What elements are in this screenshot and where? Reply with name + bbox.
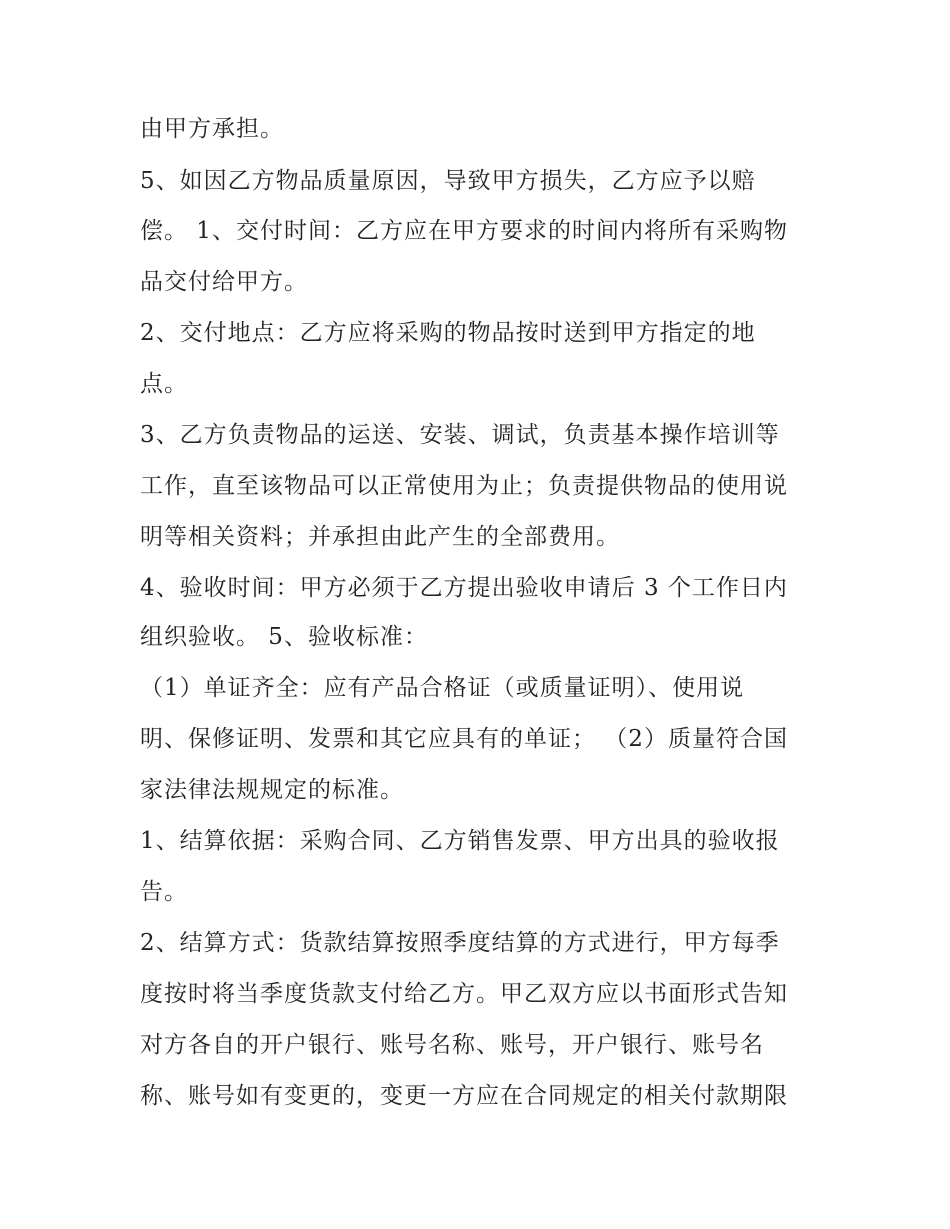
text-line: 3、乙方负责物品的运送、安装、调试，负责基本操作培训等	[140, 422, 780, 448]
text-line: 2、交付地点：乙方应将采购的物品按时送到甲方指定的地	[140, 320, 756, 346]
text-line: 告。	[140, 879, 188, 905]
text-line: 组织验收。 5、验收标准：	[140, 624, 428, 650]
text-line: 2、结算方式：货款结算按照季度结算的方式进行，甲方每季	[140, 930, 780, 956]
text-line: 品交付给甲方。	[140, 269, 308, 295]
text-line: （1）单证齐全：应有产品合格证（或质量证明）、使用说	[140, 675, 745, 701]
text-line: 点。	[140, 371, 188, 397]
text-line: 明、保修证明、发票和其它应具有的单证； （2）质量符合国	[140, 726, 788, 752]
text-line: 1、结算依据：采购合同、乙方销售发票、甲方出具的验收报	[140, 828, 780, 854]
text-line: 由甲方承担。	[140, 116, 284, 142]
text-line: 度按时将当季度货款支付给乙方。甲乙双方应以书面形式告知	[140, 981, 788, 1007]
text-line: 工作，直至该物品可以正常使用为止；负责提供物品的使用说	[140, 473, 788, 499]
text-line: 明等相关资料；并承担由此产生的全部费用。	[140, 524, 620, 550]
text-line: 对方各自的开户银行、账号名称、账号，开户银行、账号名	[140, 1032, 764, 1058]
text-line: 家法律法规规定的标准。	[140, 777, 404, 803]
text-line: 5、如因乙方物品质量原因，导致甲方损失，乙方应予以赔	[140, 168, 756, 194]
text-line: 称、账号如有变更的，变更一方应在合同规定的相关付款期限	[140, 1083, 788, 1109]
text-line: 4、验收时间：甲方必须于乙方提出验收申请后 3 个工作日内	[140, 575, 788, 601]
text-line: 偿。 1、交付时间：乙方应在甲方要求的时间内将所有采购物	[140, 218, 788, 244]
